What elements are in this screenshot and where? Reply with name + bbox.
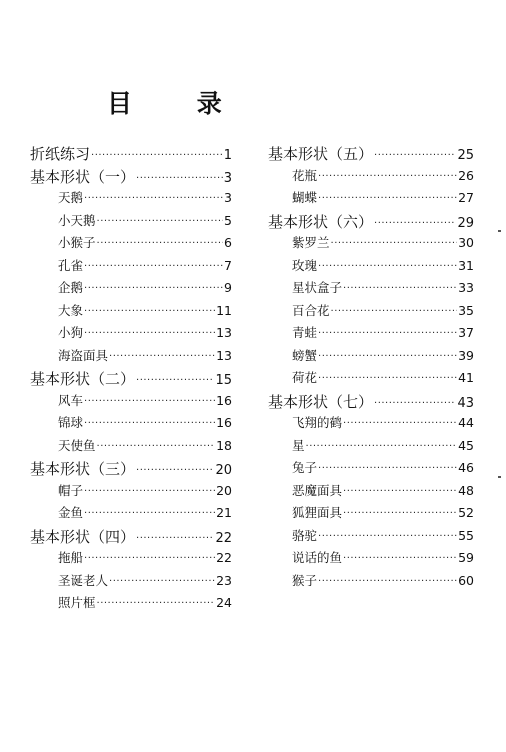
toc-entry-label: 百合花: [292, 302, 330, 318]
toc-page-number: 18: [216, 437, 232, 453]
toc-page-number: 48: [458, 482, 474, 498]
dot-leader: [84, 487, 215, 497]
toc-entry-label: 星状盒子: [292, 280, 343, 295]
toc-page-number: 1: [223, 148, 232, 163]
toc-section-entry: [30, 526, 232, 549]
toc-page-number: 52: [458, 505, 474, 520]
toc-entry: [30, 346, 232, 369]
scan-speck: [498, 230, 501, 232]
toc-entry-label: 小天鹅: [58, 212, 96, 228]
toc-entry: [268, 548, 474, 571]
dot-leader: [331, 239, 458, 249]
toc-entry: [268, 571, 474, 594]
dot-leader: [84, 554, 215, 564]
toc-entry-label: 企鹅: [58, 280, 84, 295]
toc-entry-label: 骆驼: [292, 527, 318, 543]
toc-entry-label: 荷花: [292, 370, 318, 385]
page-title: 目 录: [107, 89, 250, 118]
dot-leader: [84, 509, 215, 519]
toc-entry-label: 小猴子: [58, 235, 96, 250]
toc-page-number: 37: [458, 325, 474, 340]
toc-section-entry: [268, 211, 474, 234]
dot-leader: [318, 172, 457, 182]
toc-page-number: 21: [216, 505, 232, 520]
toc-entry: [30, 593, 232, 616]
dot-leader: [318, 374, 457, 384]
dot-leader: [109, 577, 215, 587]
toc-page-number: 31: [458, 257, 474, 273]
dot-leader: [318, 532, 457, 542]
dot-leader: [97, 239, 224, 249]
toc-page-number: 59: [458, 550, 474, 565]
toc-entry-label: 基本形状（七）: [268, 392, 374, 411]
toc-entry-label: 基本形状（四）: [30, 527, 136, 546]
toc-entry: [268, 458, 474, 481]
toc-page-number: 6: [224, 235, 232, 250]
toc-page-number: 5: [224, 212, 232, 228]
toc-page-number: 13: [216, 347, 232, 363]
toc-entry-label: 天使鱼: [58, 437, 96, 453]
toc-page-number: 29: [457, 215, 474, 231]
toc-section-entry: [30, 368, 232, 391]
dot-leader: [97, 599, 216, 609]
dot-leader: [331, 307, 458, 317]
toc-entry-label: 紫罗兰: [292, 235, 330, 250]
dot-leader: [136, 534, 214, 544]
toc-entry: [268, 301, 474, 324]
dot-leader: [374, 151, 456, 161]
toc-entry-label: 孔雀: [58, 257, 84, 273]
toc-entry-label: 拖船: [58, 550, 84, 565]
toc-entry-label: 金鱼: [58, 505, 84, 520]
toc-entry: [30, 278, 232, 301]
toc-section-entry: [30, 143, 232, 166]
toc-page-number: 41: [458, 370, 474, 385]
dot-leader: [318, 352, 457, 362]
toc-page-number: 3: [223, 170, 232, 186]
toc-page-number: 23: [216, 572, 232, 588]
toc-section-entry: [30, 166, 232, 189]
toc-page-number: 9: [224, 280, 232, 295]
dot-leader: [84, 284, 223, 294]
toc-page-number: 30: [458, 235, 474, 250]
toc-page-number: 7: [224, 257, 232, 273]
toc-entry: [30, 323, 232, 346]
dot-leader: [343, 284, 457, 294]
toc-entry-label: 折纸练习: [30, 145, 91, 163]
toc-entry: [268, 188, 474, 211]
toc-entry: [30, 188, 232, 211]
dot-leader: [84, 397, 215, 407]
toc-entry-label: 风车: [58, 392, 84, 408]
toc-page-number: 55: [458, 527, 474, 543]
toc-entry: [30, 436, 232, 459]
toc-entry: [268, 323, 474, 346]
toc-page-number: 3: [224, 190, 232, 205]
toc-entry: [30, 256, 232, 279]
toc-entry-label: 恶魔面具: [292, 482, 343, 498]
toc-entry: [268, 503, 474, 526]
toc-entry: [268, 368, 474, 391]
toc-page-number: 60: [458, 572, 474, 588]
toc-page-number: 43: [457, 395, 474, 411]
toc-entry-label: 基本形状（五）: [268, 145, 374, 163]
dot-leader: [136, 466, 214, 476]
toc-page-number: 22: [215, 530, 232, 546]
toc-entry-label: 海盗面具: [58, 347, 109, 363]
toc-entry: [268, 526, 474, 549]
toc-page-number: 22: [216, 550, 232, 565]
toc-entry-label: 玫瑰: [292, 257, 318, 273]
dot-leader: [136, 174, 223, 184]
toc-page-number: 35: [458, 302, 474, 318]
dot-leader: [374, 399, 456, 409]
toc-entry: [268, 436, 474, 459]
toc-section-entry: [30, 458, 232, 481]
toc-left-column: [30, 143, 232, 616]
toc-entry: [268, 233, 474, 256]
toc-entry-label: 说话的鱼: [292, 550, 343, 565]
toc-entry-label: 基本形状（六）: [268, 212, 374, 231]
dot-leader: [97, 217, 224, 227]
toc-page-number: 27: [458, 190, 474, 205]
toc-section-entry: [268, 143, 474, 166]
toc-entry: [30, 481, 232, 504]
dot-leader: [318, 194, 457, 204]
toc-page-number: 33: [458, 280, 474, 295]
toc-entry: [30, 571, 232, 594]
dot-leader: [136, 376, 214, 386]
dot-leader: [343, 554, 457, 564]
toc-entry: [268, 278, 474, 301]
toc-entry-label: 照片框: [58, 595, 96, 610]
toc-page-number: 26: [458, 167, 474, 183]
toc-page-number: 39: [458, 347, 474, 363]
dot-leader: [343, 509, 457, 519]
toc-entry-label: 螃蟹: [292, 347, 318, 363]
toc-page-number: 25: [457, 148, 474, 163]
dot-leader: [318, 464, 457, 474]
toc-entry-label: 狐狸面具: [292, 505, 343, 520]
dot-leader: [84, 194, 223, 204]
toc-page-number: 45: [458, 437, 474, 453]
toc-page-number: 46: [458, 460, 474, 475]
toc-entry-label: 飞翔的鹤: [292, 415, 343, 430]
dot-leader: [84, 262, 223, 272]
toc-page-number: 13: [216, 325, 232, 340]
toc-right-column: [268, 143, 474, 593]
toc-entry: [30, 413, 232, 436]
toc-page-number: 24: [216, 595, 232, 610]
toc-entry: [30, 391, 232, 414]
toc-entry: [268, 413, 474, 436]
toc-entry: [30, 548, 232, 571]
dot-leader: [109, 352, 215, 362]
scan-speck: [498, 476, 501, 478]
toc-page-number: 20: [215, 463, 232, 478]
dot-leader: [84, 329, 215, 339]
dot-leader: [84, 307, 215, 317]
toc-entry-label: 蝴蝶: [292, 190, 318, 205]
toc-entry-label: 花瓶: [292, 167, 318, 183]
toc-entry: [268, 256, 474, 279]
toc-entry: [30, 301, 232, 324]
dot-leader: [374, 219, 456, 229]
dot-leader: [343, 487, 457, 497]
dot-leader: [84, 419, 215, 429]
toc-entry: [30, 503, 232, 526]
toc-entry-label: 锦球: [58, 415, 84, 430]
dot-leader: [318, 577, 457, 587]
toc-entry-label: 圣诞老人: [58, 572, 109, 588]
toc-entry-label: 基本形状（二）: [30, 370, 136, 388]
toc-entry-label: 大象: [58, 302, 84, 318]
dot-leader: [306, 442, 458, 452]
toc-entry: [268, 346, 474, 369]
dot-leader: [91, 151, 223, 161]
toc-entry: [268, 166, 474, 189]
toc-page-number: 44: [458, 415, 474, 430]
toc-page-number: 11: [216, 302, 232, 318]
toc-entry: [268, 481, 474, 504]
toc-page-number: 20: [216, 482, 232, 498]
dot-leader: [318, 262, 457, 272]
toc-entry-label: 青蛙: [292, 325, 318, 340]
toc-entry-label: 基本形状（一）: [30, 167, 136, 186]
dot-leader: [97, 442, 216, 452]
toc-entry-label: 帽子: [58, 482, 84, 498]
toc-entry-label: 小狗: [58, 325, 84, 340]
toc-entry: [30, 211, 232, 234]
toc-entry-label: 基本形状（三）: [30, 460, 136, 478]
dot-leader: [343, 419, 457, 429]
toc-page-number: 15: [215, 373, 232, 388]
toc-entry-label: 猴子: [292, 572, 318, 588]
toc-section-entry: [268, 391, 474, 414]
toc-entry-label: 兔子: [292, 460, 318, 475]
toc-entry-label: 星: [292, 437, 305, 453]
toc-page-number: 16: [216, 392, 232, 408]
toc-page-number: 16: [216, 415, 232, 430]
toc-entry: [30, 233, 232, 256]
dot-leader: [318, 329, 457, 339]
toc-entry-label: 天鹅: [58, 190, 84, 205]
